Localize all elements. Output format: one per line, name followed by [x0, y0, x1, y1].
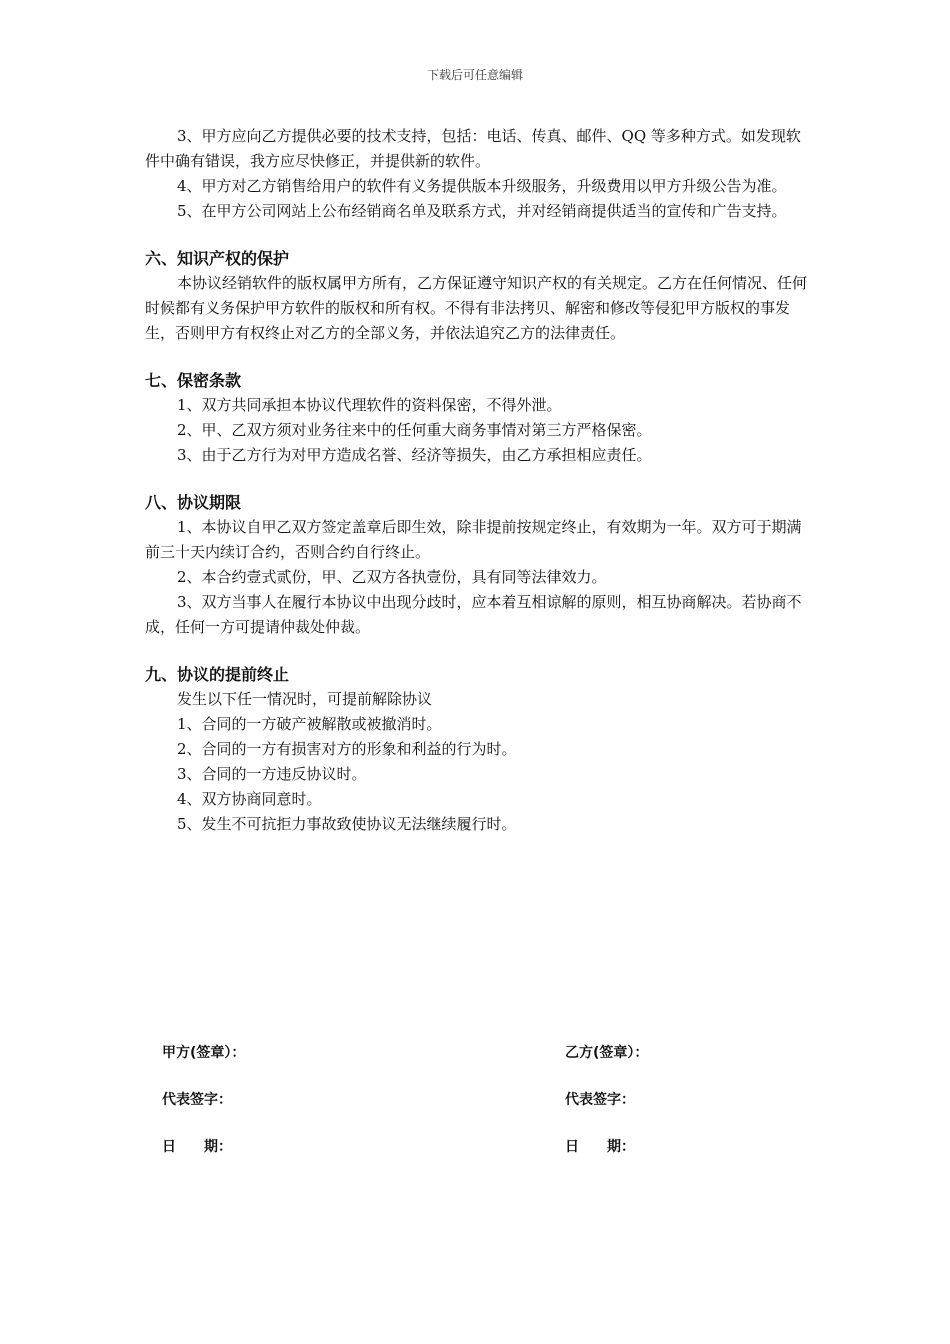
clause-paragraph: 3、合同的一方违反协议时。 — [177, 765, 367, 783]
clause-paragraph: 5、在甲方公司网站上公布经销商名单及联系方式，并对经销商提供适当的宣传和广告支持。 — [177, 202, 787, 220]
clause-paragraph: 3、甲方应向乙方提供必要的技术支持，包括：电话、传真、邮件、QQ 等多种方式。如发现软件中确有错误，我方应尽快修正，并提供新的软件。 — [145, 127, 801, 170]
clause-paragraph: 4、双方协商同意时。 — [177, 790, 322, 808]
clause-paragraph: 1、双方共同承担本协议代理软件的资料保密，不得外泄。 — [177, 396, 562, 414]
clause-paragraph: 2、甲、乙双方须对业务往来中的任何重大商务事情对第三方严格保密。 — [177, 421, 652, 439]
section-heading-confidentiality: 七、保密条款 — [145, 371, 242, 390]
document-body — [145, 124, 807, 837]
clause-paragraph: 1、本协议自甲乙双方签定盖章后即生效，除非提前按规定终止，有效期为一年。双方可于期满前三十天内续订合约，否则合约自行终止。 — [145, 518, 802, 561]
clause-paragraph: 3、双方当事人在履行本协议中出现分歧时，应本着互相谅解的原则，相互协商解决。若协商不成，任何一方可提请仲裁处仲裁。 — [145, 593, 802, 636]
party-a-date-label: 日 期： — [162, 1139, 232, 1155]
clause-paragraph: 3、由于乙方行为对甲方造成名誉、经济等损失，由乙方承担相应责任。 — [177, 446, 652, 464]
party-b-date-label: 日 期： — [565, 1139, 635, 1155]
clause-paragraph: 1、合同的一方破产被解散或被撤消时。 — [177, 715, 442, 733]
party-b-representative-label: 代表签字： — [565, 1092, 635, 1108]
clause-paragraph: 2、合同的一方有损害对方的形象和利益的行为时。 — [177, 740, 517, 758]
clause-paragraph: 发生以下任一情况时，可提前解除协议 — [177, 690, 433, 708]
party-a-seal-label: 甲方(签章）： — [162, 1045, 246, 1061]
clause-paragraph: 4、甲方对乙方销售给用户的软件有义务提供版本升级服务，升级费用以甲方升级公告为准。 — [177, 177, 787, 195]
section-heading-ip: 六、知识产权的保护 — [145, 249, 290, 268]
clause-paragraph: 本协议经销软件的版权属甲方所有，乙方保证遵守知识产权的有关规定。乙方在任何情况、任何时候都有义务保护甲方软件的版权和所有权。不得有非法拷贝、解密和修改等侵犯甲方版权的事发生，否则甲方有权终止对乙方的全部义务，并依法追究乙方的法律责任。 — [145, 274, 808, 342]
clause-paragraph: 2、本合约壹式贰份，甲、乙双方各执壹份，具有同等法律效力。 — [177, 568, 607, 586]
section-heading-termination: 九、协议的提前终止 — [145, 665, 290, 684]
section-heading-term: 八、协议期限 — [145, 493, 242, 512]
page-header: 下载后可任意编辑 — [426, 68, 523, 82]
clause-paragraph: 5、发生不可抗拒力事故致使协议无法继续履行时。 — [177, 815, 517, 833]
party-a-representative-label: 代表签字： — [162, 1092, 232, 1108]
party-b-seal-label: 乙方(签章）： — [565, 1045, 649, 1061]
